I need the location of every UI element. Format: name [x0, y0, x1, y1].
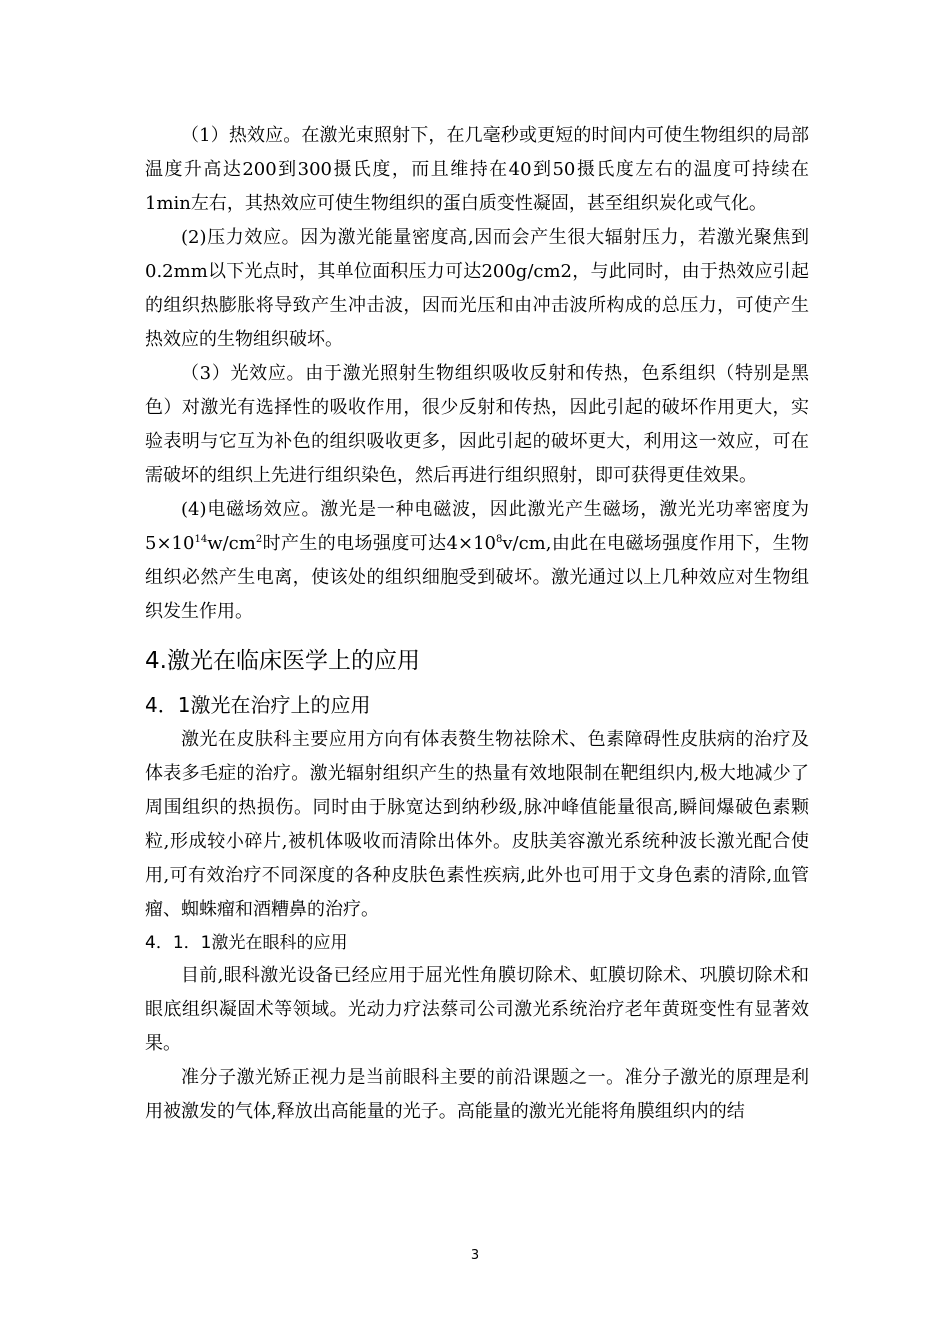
paragraph-light-effect: （3）光效应。由于激光照射生物组织吸收反射和传热，色系组织（特别是黑色）对激光有选择性的吸收作用，很少反射和传热，因此引起的破坏作用更大，实验表明与它互为补色的组织吸收更多，因此引起的破坏更大，利用这一效应，可在需破坏的组织上先进行组织染色，然后再进行组织照射，即可获得更佳效果。: [145, 363, 809, 486]
paragraph-pressure-effect: (2)压力效应。因为激光能量密度高,因而会产生很大辐射压力，若激光聚焦到0.2mm以下光点时，其单位面积压力可达200g/cm2，与此同时，由于热效应引起的组织热膨胀将导致产生冲击波，因而光压和由冲击波所构成的总压力，可使产生热效应的生物组织破坏。: [145, 227, 809, 350]
paragraph-electromagnetic-effect: [145, 493, 809, 629]
paragraph-thermal-effect: （1）热效应。在激光束照射下，在几毫秒或更短的时间内可使生物组织的局部温度升高达200到300摄氏度，而且维持在40到50摄氏度左右的温度可持续在1min左右，其热效应可使生物组织的蛋白质变性凝固，甚至组织炭化或气化。: [145, 125, 809, 214]
em-text-a: (4)电磁场效应。激光是一种电磁波，因此激光产生磁场，激光光功率密度为5×10: [145, 499, 809, 554]
heading-section-4-1: 4．1激光在治疗上的应用: [145, 693, 371, 717]
page-content: [145, 119, 809, 1129]
heading-section-4: 4.激光在临床医学上的应用: [145, 648, 420, 674]
em-sup-3: 8: [495, 534, 503, 545]
heading-section-4-1-1: 4．1．1激光在眼科的应用: [145, 933, 348, 953]
em-sup-2: 2: [255, 534, 263, 545]
page-number: 3: [470, 1248, 480, 1263]
paragraph-dermatology: 激光在皮肤科主要应用方向有体表赘生物祛除术、色素障碍性皮肤病的治疗及体表多毛症的治疗。激光辐射组织产生的热量有效地限制在靶组织内,极大地减少了周围组织的热损伤。同时由于脉宽达到纳秒级,脉冲峰值能量很高,瞬间爆破色素颗粒,形成较小碎片,被机体吸收而清除出体外。皮肤美容激光系统种波长激光配合使用,可有效治疗不同深度的各种皮肤色素性疾病,此外也可用于文身色素的清除,血管瘤、蜘蛛瘤和酒糟鼻的治疗。: [145, 729, 809, 920]
em-text-d: v/cm,由此在电磁场强度作用下，生物组织必然产生电离，使该处的组织细胞受到破坏。激光通过以上几种效应对生物组织发生作用。: [145, 533, 810, 622]
em-sup-1: 14: [194, 534, 208, 545]
em-text-b: w/cm: [207, 533, 256, 554]
paragraph-ophthalmology: 目前,眼科激光设备已经应用于屈光性角膜切除术、虹膜切除术、巩膜切除术和眼底组织凝固术等领域。光动力疗法蔡司公司激光系统治疗老年黄斑变性有显著效果。: [145, 965, 809, 1054]
em-text-c: 时产生的电场强度可达4×10: [262, 533, 496, 554]
paragraph-excimer-laser: 准分子激光矫正视力是当前眼科主要的前沿课题之一。准分子激光的原理是利用被激发的气体,释放出高能量的光子。高能量的激光光能将角膜组织内的结: [145, 1067, 809, 1122]
